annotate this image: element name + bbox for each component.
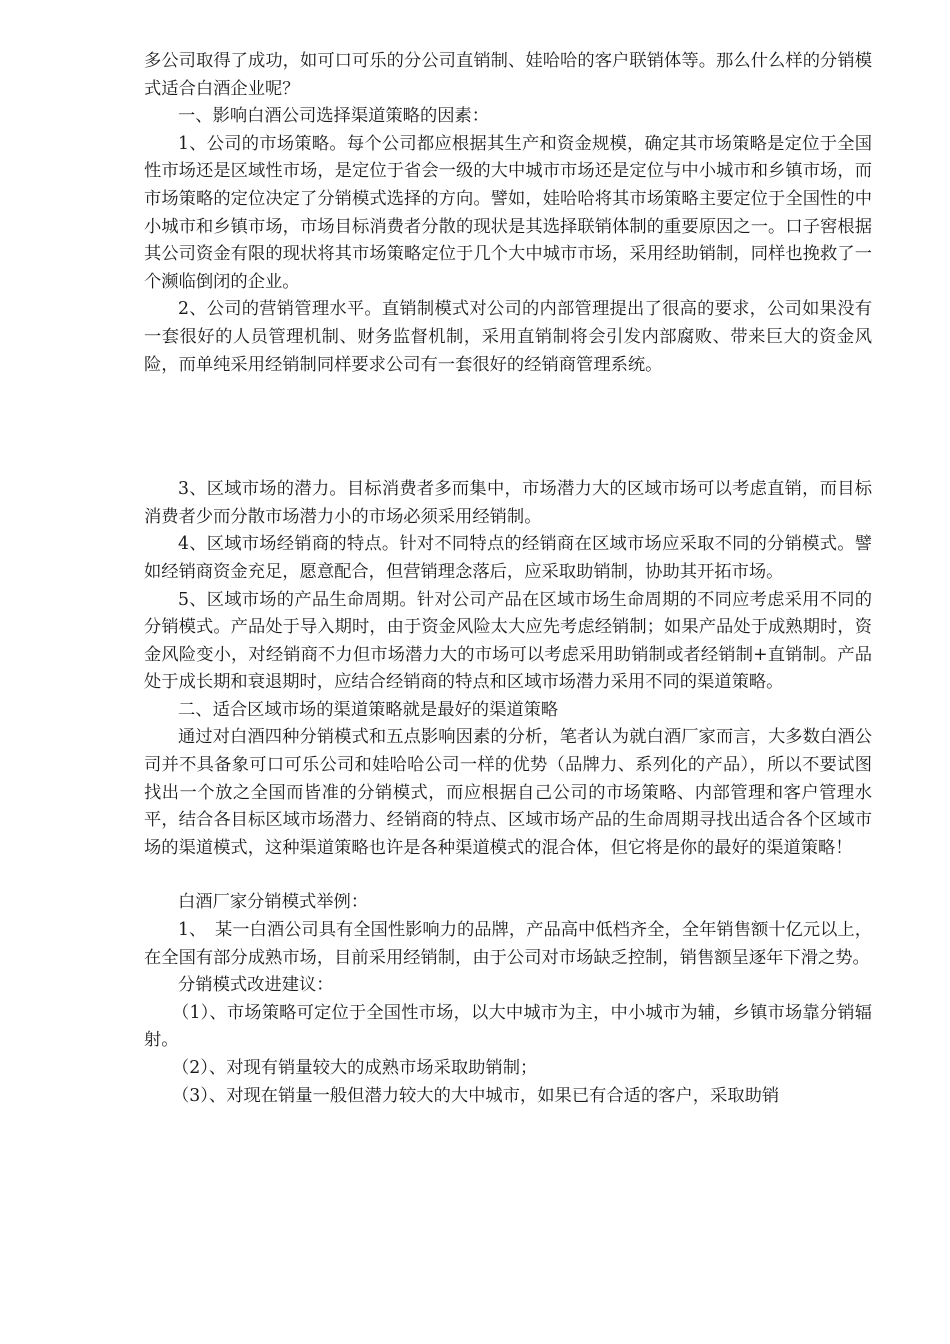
paragraph-factor-4: 4、区域市场经销商的特点。针对不同特点的经销商在区域市场应采取不同的分销模式。譬如经销商资金充足，愿意配合，但营销理念落后，应采取助销制，协助其开拓市场。 (144, 534, 872, 582)
paragraph-factor-1: 1、公司的市场策略。每个公司都应根据其生产和资金规模，确定其市场策略是定位于全国性市场还是区域性市场，是定位于省会一级的大中城市市场还是定位与中小城市和乡镇市场，而市场策略的定位决定了分销模式选择的方向。譬如，娃哈哈将其市场策略主要定位于全国性的中小城市和乡镇市场，市场目标消费者分散的现状是其选择联销体制的重要原因之一。口子窖根据其公司资金有限的现状将其市场策略定位于几个大中城市市场，采用经助销制，同样也挽救了一个濒临倒闭的企业。 (144, 133, 872, 292)
document-page (144, 48, 872, 1110)
suggestion-2: （2）、对现有销量较大的成熟市场采取助销制； (172, 1058, 538, 1078)
paragraph-example-1: 1、 某一白酒公司具有全国性影响力的品牌，产品高中低档齐全，全年销售额十亿元以上，在全国有部分成熟市场，目前采用经销制，由于公司对市场缺乏控制，销售额呈逐年下滑之势。 (144, 920, 872, 968)
section-heading-factors: 一、影响白酒公司选择渠道策略的因素： (178, 106, 490, 127)
suggestion-1: （1）、市场策略可定位于全国性市场，以大中城市为主，中小城市为辅，乡镇市场靠分销辐射。 (144, 1002, 872, 1051)
blank-line (144, 862, 872, 889)
paragraph-intro-continued: 多公司取得了成功，如可口可乐的分公司直销制、娃哈哈的客户联销体等。那么什么样的分销模式适合白酒企业呢？ (144, 51, 872, 99)
paragraph-analysis: 通过对白酒四种分销模式和五点影响因素的分析，笔者认为就白酒厂家而言，大多数白酒公司并不具备象可口可乐公司和娃哈哈公司一样的优势（品牌力、系列化的产品），所以不要试图找出一个放之全国而皆准的分销模式，而应根据自己公司的市场策略、内部管理和客户管理水平，结合各目标区域市场潜力、经销商的特点、区域市场产品的生命周期寻找出适合各个区域市场的渠道模式，这种渠道策略也许是各种渠道模式的混合体，但它将是你的最好的渠道策略！ (144, 727, 872, 858)
page-break-space (144, 379, 872, 476)
paragraph-factor-2: 2、公司的营销管理水平。直销制模式对公司的内部管理提出了很高的要求，公司如果没有一套很好的人员管理机制、财务监督机制，采用直销制将会引发内部腐败、带来巨大的资金风险，而单纯采用经销制同样要求公司有一套很好的经销商管理系统。 (144, 299, 872, 375)
heading-examples: 白酒厂家分销模式举例： (178, 892, 369, 913)
suggestion-3: （3）、对现在销量一般但潜力较大的大中城市，如果已有合适的客户，采取助销 (172, 1085, 780, 1106)
paragraph-factor-3: 3、区域市场的潜力。目标消费者多而集中，市场潜力大的区域市场可以考虑直销，而目标消费者少而分散市场潜力小的市场必须采用经销制。 (144, 479, 872, 527)
paragraph-factor-5: 5、区域市场的产品生命周期。针对公司产品在区域市场生命周期的不同应考虑采用不同的分销模式。产品处于导入期时，由于资金风险太大应先考虑经销制；如果产品处于成熟期时，资金风险变小，对经销商不力但市场潜力大的市场可以考虑采用助销制或者经销制+直销制。产品处于成长期和衰退期时，应结合经销商的特点和区域市场潜力采用不同的渠道策略。 (144, 589, 872, 693)
section-heading-best-strategy: 二、适合区域市场的渠道策略就是最好的渠道策略 (178, 699, 559, 720)
heading-suggestions: 分销模式改进建议： (178, 975, 334, 996)
